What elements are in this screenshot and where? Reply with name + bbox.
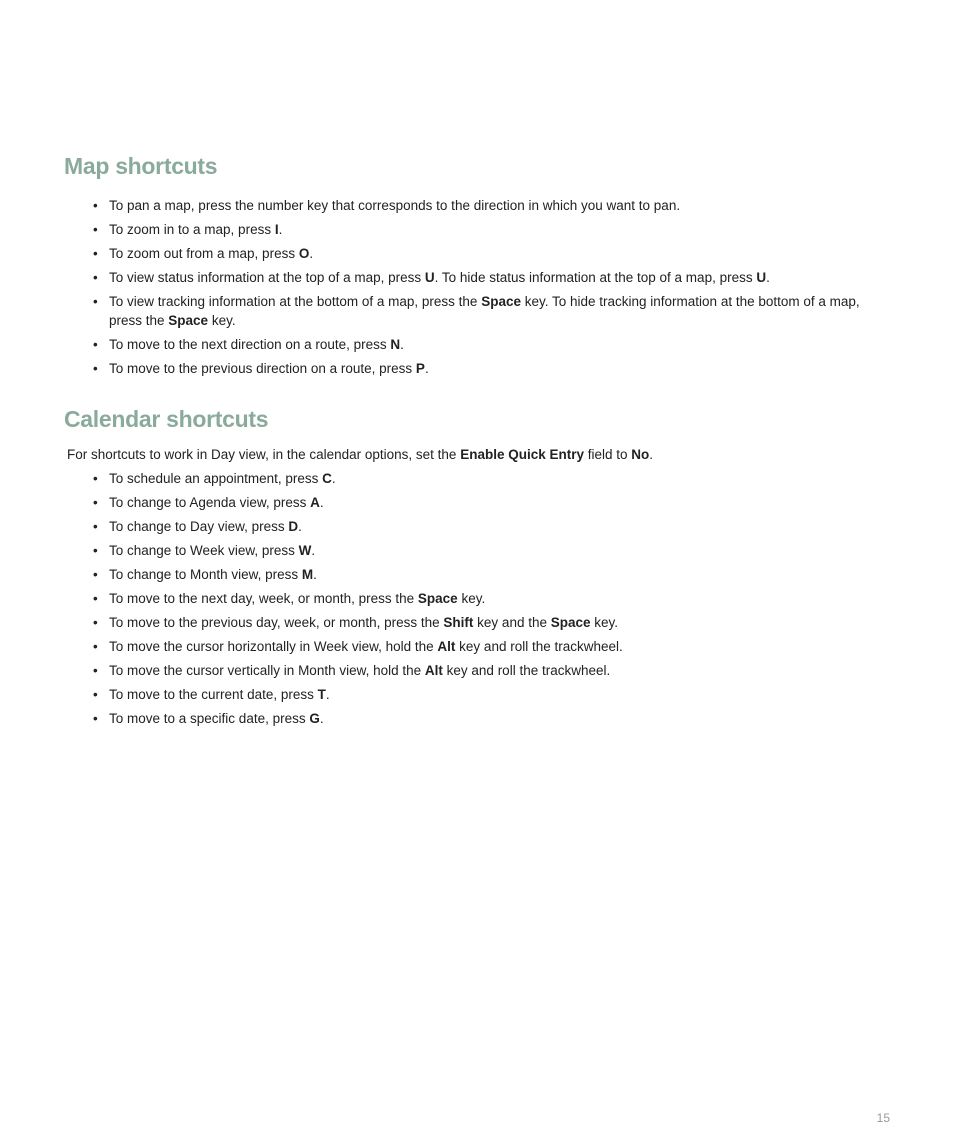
key-name: Space	[168, 313, 209, 328]
list-item: • To move to the previous direction on a route, press P.	[92, 359, 892, 378]
list-item: • To change to Month view, press M.	[92, 565, 892, 584]
field-value: No	[631, 447, 650, 462]
key-name: P	[415, 361, 425, 376]
map-shortcuts-heading: Map shortcuts	[64, 153, 218, 179]
list-item: • To move the cursor vertically in Month view, hold the Alt key and roll the trackwheel.	[92, 661, 892, 680]
calendar-intro: For shortcuts to work in Day view, in the calendar options, set the Enable Quick Entry field to No.	[67, 447, 654, 462]
field-name: Enable Quick Entry	[460, 447, 584, 462]
key-name: U	[756, 270, 767, 285]
key-name: Alt	[424, 663, 443, 678]
key-name: T	[317, 687, 326, 702]
list-item: • To move to the current date, press T.	[92, 685, 892, 704]
key-name: U	[424, 270, 435, 285]
key-name: N	[390, 337, 401, 352]
key-name: W	[298, 543, 312, 558]
list-item: • To zoom in to a map, press I.	[92, 220, 892, 239]
list-item: • To change to Day view, press D.	[92, 517, 892, 536]
key-name: M	[301, 567, 314, 582]
list-item: • To move the cursor horizontally in Week view, hold the Alt key and roll the trackwheel.	[92, 637, 892, 656]
list-item: • To view tracking information at the bottom of a map, press the Space key. To hide tracking information at the bottom of a map, press the Space key.	[92, 292, 892, 330]
map-shortcuts-list	[92, 196, 892, 383]
list-item: • To change to Week view, press W.	[92, 541, 892, 560]
key-name: Space	[550, 615, 591, 630]
list-item: • To schedule an appointment, press C.	[92, 469, 892, 488]
calendar-shortcuts-heading: Calendar shortcuts	[64, 406, 269, 432]
key-name: O	[298, 246, 310, 261]
key-name: D	[288, 519, 299, 534]
key-name: Shift	[443, 615, 474, 630]
list-item: • To move to the next direction on a route, press N.	[92, 335, 892, 354]
list-item: • To pan a map, press the number key that corresponds to the direction in which you want to pan.	[92, 196, 892, 215]
key-name: Alt	[437, 639, 456, 654]
page-number: 15	[876, 1111, 890, 1125]
list-item: • To change to Agenda view, press A.	[92, 493, 892, 512]
calendar-shortcuts-list	[92, 469, 892, 733]
key-name: A	[310, 495, 320, 510]
key-name: C	[322, 471, 332, 486]
key-name: I	[274, 222, 279, 237]
key-name: Space	[481, 294, 521, 309]
list-item: • To move to the next day, week, or month, press the Space key.	[92, 589, 892, 608]
key-name: G	[309, 711, 320, 726]
list-item: • To move to a specific date, press G.	[92, 709, 892, 728]
key-name: Space	[417, 591, 458, 606]
list-item: • To view status information at the top of a map, press U. To hide status information at the top of a map, press U.	[92, 268, 892, 287]
list-item: • To zoom out from a map, press O.	[92, 244, 892, 263]
list-item: • To move to the previous day, week, or month, press the Shift key and the Space key.	[92, 613, 892, 632]
